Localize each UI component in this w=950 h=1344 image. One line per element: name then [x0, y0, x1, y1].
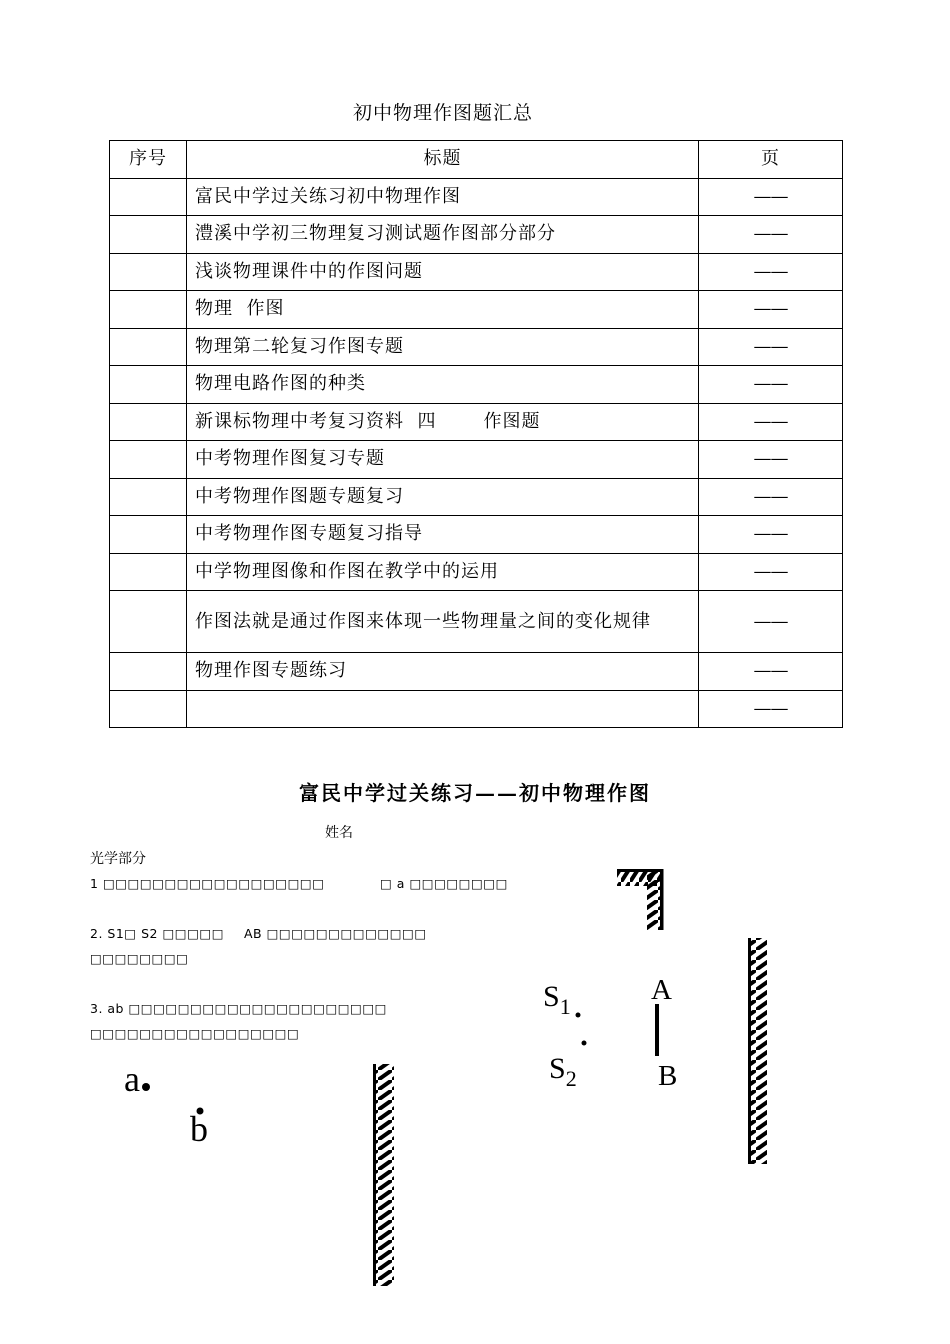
point-s1-dot	[576, 1013, 581, 1018]
question-1-number: 1	[90, 876, 103, 891]
question-1-point: a	[396, 876, 405, 891]
toc-page: ——	[699, 516, 843, 554]
glyph-placeholder: □□□□□□□□□□□□□□□□□□	[102, 876, 325, 891]
toc-header-title: 标题	[187, 141, 699, 179]
toc-page: ——	[699, 366, 843, 404]
toc-title: 中学物理图像和作图在教学中的运用	[187, 553, 699, 591]
toc-title: 物理电路作图的种类	[187, 366, 699, 404]
toc-title: 物理第二轮复习作图专题	[187, 328, 699, 366]
point-s2-dot	[582, 1041, 587, 1046]
glyph-placeholder: □□□□□□□□□□□□□□□□□	[90, 1026, 300, 1041]
toc-title: 澧溪中学初三物理复习测试题作图部分部分	[187, 216, 699, 254]
object-ab-line	[655, 1004, 659, 1056]
toc-title: 中考物理作图复习专题	[187, 441, 699, 479]
toc-title: 中考物理作图题专题复习	[187, 478, 699, 516]
glyph-placeholder: □□□□□	[157, 926, 225, 941]
toc-header-num: 序号	[110, 141, 187, 179]
toc-title: 物理 作图	[187, 291, 699, 329]
glyph-placeholder: □□□□□□□□	[404, 876, 508, 891]
glyph-placeholder: □	[380, 876, 397, 891]
section-title: 富民中学过关练习——初中物理作图	[299, 781, 651, 805]
toc-page: ——	[699, 591, 843, 653]
glyph-placeholder: □□□□□□□□	[90, 951, 189, 966]
label-B: B	[658, 1060, 678, 1092]
label-s1-sub: 1	[559, 994, 571, 1019]
label-s2-letter: S	[549, 1052, 566, 1085]
label-s1	[543, 980, 571, 1020]
document-title: 初中物理作图题汇总	[352, 102, 533, 124]
label-b: b	[190, 1109, 208, 1149]
glyph-placeholder: □□□□□□□□□□□□□	[262, 926, 427, 941]
label-s2-sub: 2	[565, 1066, 577, 1091]
toc-page: ——	[699, 178, 843, 216]
toc-page: ——	[699, 216, 843, 254]
toc-page: ——	[699, 441, 843, 479]
toc-page: ——	[699, 291, 843, 329]
name-label: 姓名	[325, 825, 353, 841]
label-A: A	[651, 974, 672, 1006]
label-s2	[549, 1052, 577, 1092]
toc-title: 作图法就是通过作图来体现一些物理量之间的变化规律	[187, 591, 699, 653]
glyph-placeholder: □□□□□□□□□□□□□□□□□□□□□	[124, 1001, 387, 1016]
question-3-number: 3. ab	[90, 1001, 124, 1016]
label-s1-letter: S	[543, 980, 560, 1013]
corner-mirror	[617, 869, 664, 930]
toc-title: 富民中学过关练习初中物理作图	[187, 178, 699, 216]
toc-title: 物理作图专题练习	[187, 653, 699, 691]
toc-page: ——	[699, 253, 843, 291]
toc-page: ——	[699, 328, 843, 366]
toc-page: ——	[699, 478, 843, 516]
point-a-dot	[142, 1083, 150, 1091]
toc-header-page: 页	[699, 141, 843, 179]
mirror-right	[748, 938, 767, 1164]
mirror-bottom	[373, 1064, 394, 1286]
toc-page: ——	[699, 653, 843, 691]
question-2-s2: S2	[141, 926, 158, 941]
question-2-ab: AB	[244, 926, 263, 941]
toc-page: ——	[699, 403, 843, 441]
toc-title: 浅谈物理课件中的作图问题	[187, 253, 699, 291]
toc-page: ——	[699, 553, 843, 591]
label-a: a	[124, 1059, 140, 1099]
toc-title: 中考物理作图专题复习指导	[187, 516, 699, 554]
glyph-placeholder: □	[124, 926, 142, 941]
question-2-number: 2. S1	[90, 926, 125, 941]
optics-section-label: 光学部分	[90, 851, 146, 867]
toc-title: 新课标物理中考复习资料 四 作图题	[187, 403, 699, 441]
toc-page: ——	[699, 690, 843, 728]
